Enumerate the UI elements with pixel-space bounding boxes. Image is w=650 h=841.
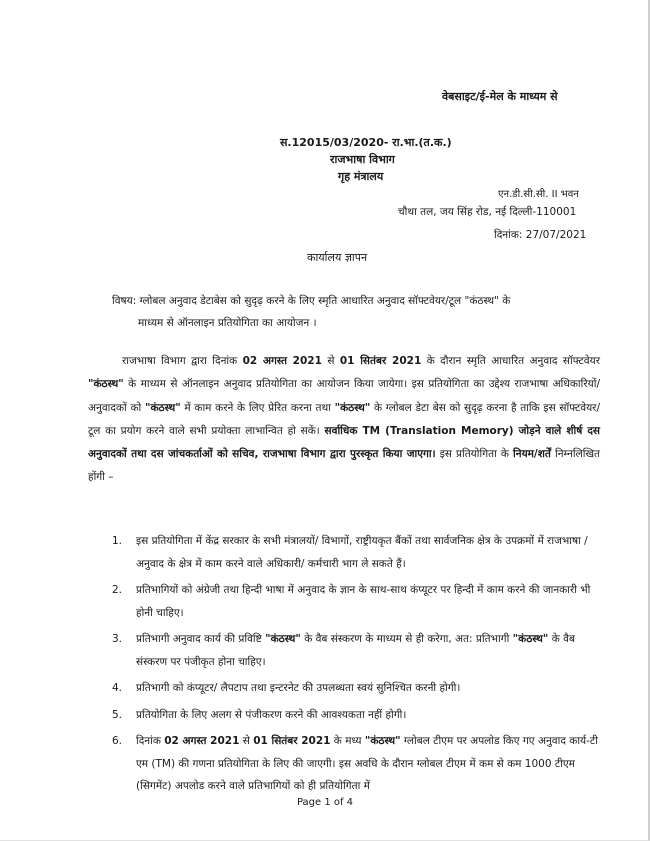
office-address: चौथा तल, जय सिंह रोड, नई दिल्ली-110001: [398, 206, 577, 218]
list-item: [112, 579, 604, 624]
building-name: एन.डी.सी.सी. II भवन: [498, 189, 579, 200]
list-item: [112, 677, 604, 700]
list-item: [112, 704, 604, 727]
item-text: के वैब संस्करण पर पंजीकृत होना चाहिए।: [136, 633, 575, 668]
rules-list: [112, 530, 604, 802]
kanthasth-term: "कंठस्थ": [334, 401, 371, 414]
memo-date: दिनांक: 27/07/2021: [494, 229, 587, 241]
kanthasth-term: "कंठस्थ": [265, 633, 301, 645]
item-text: के मध्य: [333, 735, 362, 747]
item-number: 6.: [112, 735, 123, 747]
item-number: 1.: [112, 535, 123, 547]
list-item: [112, 530, 604, 575]
item-number: 3.: [112, 633, 123, 645]
intro-paragraph: [88, 350, 600, 490]
para-text: से: [327, 355, 335, 367]
para-text: निम्नलिखित होंगी –: [88, 448, 601, 484]
para-text: इस प्रतियोगिता के: [439, 448, 509, 461]
end-date: 01 सितंबर 2021: [253, 735, 331, 747]
subject-line-1: विषय: ग्लोबल अनुवाद डेटाबेस को सुदृढ़ करने के लिए स्मृति आधारित अनुवाद सॉफ्टवेयर/टूल "कंठस्थ" के: [112, 295, 511, 307]
memo-title: कार्यालय ज्ञापन: [307, 251, 368, 264]
kanthasth-term: "कंठस्थ": [88, 378, 124, 391]
list-item: [112, 730, 604, 798]
item-text: प्रतियोगिता के लिए अलग से पंजीकरण करने की आवश्यकता नहीं होगी।: [136, 708, 407, 721]
page-number: Page 1 of 4: [296, 797, 354, 808]
item-number: 4.: [112, 682, 123, 694]
item-text: प्रतिभागी अनुवाद कार्य की प्रविष्टि: [136, 633, 262, 645]
start-date: 02 अगस्त 2021: [164, 735, 240, 747]
rules-label: नियम/शर्तें: [513, 448, 551, 461]
kanthasth-term: "कंठस्थ": [364, 735, 401, 747]
subject-line-2: माध्यम से ऑनलाइन प्रतियोगिता का आयोजन ।: [138, 317, 317, 329]
item-number: 2.: [112, 584, 123, 596]
kanthasth-term: "कंठस्थ": [512, 633, 549, 645]
award-statement: सर्वाधिक TM (Translation Memory) जोड़ने वाले शीर्ष दस अनुवादकों तथा दस जांचकर्ताओं को सचिव, राजभाषा विभाग द्वारा पुरस्कृत किया जाएगा।: [88, 424, 601, 461]
item-text: के वैब संस्करण के माध्यम से ही करेगा, अत: प्रतिभागी: [304, 633, 510, 645]
kanthasth-term: "कंठस्थ": [144, 401, 181, 414]
delivery-mode: वेबसाइट/ई-मेल के माध्यम से: [442, 90, 558, 103]
item-text: इस प्रतियोगिता में केंद्र सरकार के सभी मंत्रालयों/ विभागों, राष्ट्रीयकृत बैंकों तथा सार्वजनिक क्षेत्र के उपक्रमों में राजभाषा /अनुवाद के क्षेत्र में काम करने वाले अधिकारी/ कर्मचारी भाग ले सकते हैं।: [136, 535, 588, 570]
para-text: के माध्यम से ऑनलाइन अनुवाद प्रतियोगिता का आयोजन किया जायेगा। इस प्रतियोगिता का उद्देश्य राजभाषा अधिकारियों/अनुवादकों को: [88, 378, 600, 414]
item-number: 5.: [112, 708, 123, 721]
para-text: में काम करने के लिए प्रेरित करना तथा: [184, 401, 331, 414]
item-text: प्रतिभागी को कंप्यूटर/ लैपटाप तथा इन्टरनेट की उपलब्धता स्वयं सुनिश्चित करनी होगी।: [136, 682, 461, 694]
para-text: के दौरान स्मृति आधारित अनुवाद सॉफ्टवेयर: [426, 355, 600, 367]
ministry-name: गृह मंत्रालय: [338, 170, 384, 183]
para-text: राजभाषा विभाग द्वारा दिनांक: [122, 355, 238, 367]
reference-number: स.12015/03/2020- रा.भा.(त.क.): [280, 136, 452, 149]
item-text: ग्लोबल टीएम पर अपलोड किए गए अनुवाद कार्य-टी एम (TM) की गणना प्रतियोगिता के लिए की जाएगी। इस अवधि के दौरान ग्लोबल टीएम में कम से कम 1000 टीएम (सिगमेंट) अपलोड करने वाले प्रतिभागियों को ही प्रतियोगिता में: [136, 735, 598, 792]
department-name: राजभाषा विभाग: [330, 153, 395, 166]
item-text: दिनांक: [136, 735, 161, 747]
para-text: के ग्लोबल डेटा बेस को सुदृढ़ करना है ताकि इस सॉफ्टवेयर/टूल का प्रयोग करने वाले सभी प्रयोक्ता लाभान्वित हो सकें।: [88, 401, 601, 437]
item-text: प्रतिभागियों को अंग्रेजी तथा हिन्दी भाषा में अनुवाद के ज्ञान के साथ-साथ कंप्यूटर पर हिन्दी में काम करने की जानकारी भी होनी चाहिए।: [136, 584, 591, 619]
list-item: [112, 628, 604, 673]
start-date: 02 अगस्त 2021: [242, 355, 322, 367]
end-date: 01 सितंबर 2021: [339, 355, 422, 367]
subject-block: [112, 290, 600, 334]
item-text: से: [242, 735, 250, 747]
